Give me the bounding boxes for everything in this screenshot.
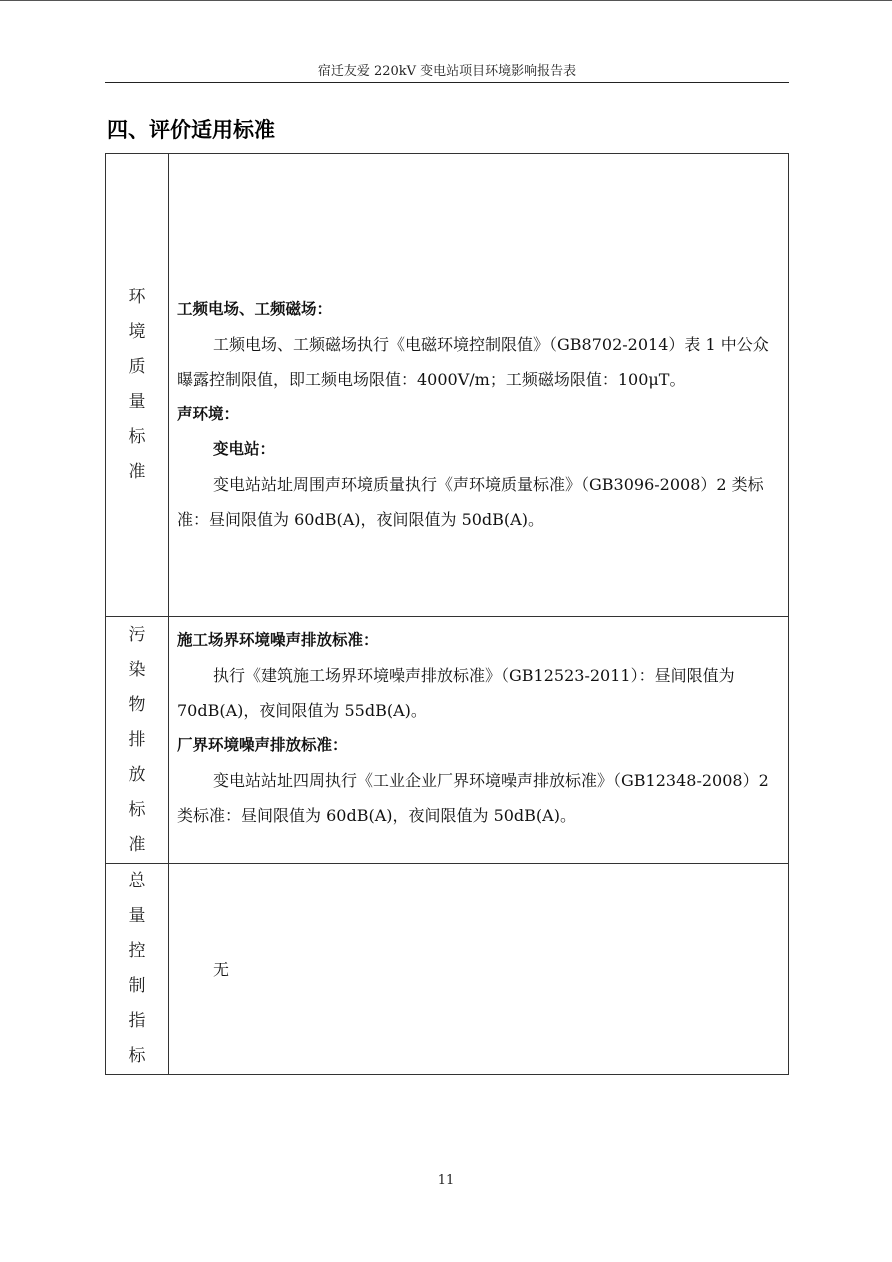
heading-power-frequency-field: 工频电场、工频磁场： bbox=[177, 299, 333, 318]
row-content-cell bbox=[169, 617, 789, 864]
paragraph-acoustic-limits: 变电站站址周围声环境质量执行《声环境质量标准》（GB3096-2008）2 类标准：昼间限值为 60dB(A)，夜间限值为 50dB(A)。 bbox=[177, 474, 764, 529]
row-label-cell bbox=[106, 154, 169, 617]
section-title: 四、评价适用标准 bbox=[107, 118, 275, 142]
header-rule bbox=[105, 82, 789, 83]
row-content-cell bbox=[169, 154, 789, 617]
row-label-total-control: 总 量 控 制 指 标 bbox=[128, 871, 146, 1066]
row-content-cell bbox=[169, 864, 789, 1075]
table-row-environmental-quality bbox=[106, 154, 789, 617]
standards-table bbox=[105, 153, 789, 1075]
subheading-substation: 变电站： bbox=[213, 439, 276, 458]
page-number: 11 bbox=[437, 1173, 455, 1188]
table-row-emission-standards bbox=[106, 617, 789, 864]
paragraph-em-limits: 工频电场、工频磁场执行《电磁环境控制限值》（GB8702-2014）表 1 中公众曝露控制限值，即工频电场限值：4000V/m；工频磁场限值：100μT。 bbox=[177, 334, 769, 389]
row-label-emission-standards: 污 染 物 排 放 标 准 bbox=[128, 624, 146, 855]
row-label-cell bbox=[106, 864, 169, 1075]
paragraph-none: 无 bbox=[213, 959, 230, 979]
heading-boundary-noise: 厂界环境噪声排放标准： bbox=[177, 736, 348, 754]
table-row-total-control bbox=[106, 864, 789, 1075]
page-top-border bbox=[0, 0, 892, 1]
row-label-cell bbox=[106, 617, 169, 864]
heading-construction-noise: 施工场界环境噪声排放标准： bbox=[177, 631, 379, 649]
paragraph-boundary-noise-limits: 变电站站址四周执行《工业企业厂界环境噪声排放标准》（GB12348-2008）2 类标准：昼间限值为 60dB(A)，夜间限值为 50dB(A)。 bbox=[177, 771, 769, 825]
row-label-environmental-quality: 环 境 质 量 标 准 bbox=[128, 287, 146, 482]
paragraph-construction-noise-limits: 执行《建筑施工场界环境噪声排放标准》（GB12523-2011）：昼间限值为 70dB(A)，夜间限值为 55dB(A)。 bbox=[177, 666, 735, 720]
running-header: 宿迁友爱 220kV 变电站项目环境影响报告表 bbox=[317, 64, 577, 79]
heading-acoustic-environment: 声环境： bbox=[177, 404, 240, 423]
